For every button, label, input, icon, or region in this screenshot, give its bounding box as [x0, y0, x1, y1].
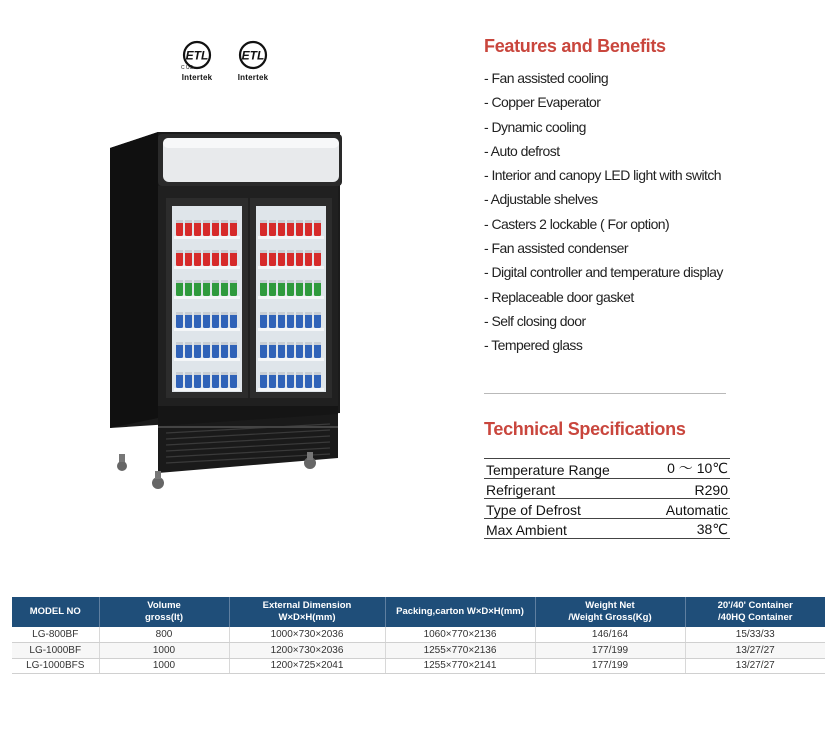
- etl-mark-icon: [234, 40, 272, 72]
- table-cell: 15/33/33: [685, 627, 825, 643]
- column-header-line: /40HQ Container: [718, 612, 793, 623]
- etl-mark-sub: C US: [181, 65, 193, 71]
- table-cell: 146/164: [535, 627, 685, 643]
- spec-value: 38℃: [696, 521, 728, 537]
- column-header-line: External Dimension: [262, 600, 352, 611]
- table-cell: 800: [99, 627, 229, 643]
- table-row: [12, 643, 825, 659]
- spec-value: Automatic: [665, 502, 728, 518]
- cert-label: Intertek: [181, 73, 213, 82]
- feature-item: - Fan assisted cooling: [484, 70, 609, 86]
- feature-item: - Tempered glass: [484, 337, 583, 354]
- fridge-image: [100, 128, 350, 493]
- spec-label: Type of Defrost: [486, 502, 581, 518]
- table-row: [12, 658, 825, 674]
- certification-logos: [176, 40, 274, 82]
- table-cell: 1255×770×2141: [385, 658, 535, 674]
- table-cell: LG-1000BF: [12, 643, 99, 659]
- column-header-line: Volume: [147, 600, 181, 611]
- table-cell: 13/27/27: [685, 643, 825, 659]
- spec-row: [484, 499, 730, 519]
- table-cell: 1000: [99, 658, 229, 674]
- column-header-line: Weight Net: [585, 600, 635, 611]
- column-header-line: /Weight Gross(Kg): [568, 612, 652, 623]
- table-cell: 1060×770×2136: [385, 627, 535, 643]
- table-cell: 1200×730×2036: [229, 643, 385, 659]
- column-header-line: MODEL NO: [29, 606, 81, 617]
- table-cell: 177/199: [535, 643, 685, 659]
- column-header-line: gross(lt): [145, 612, 183, 623]
- spec-row: [484, 519, 730, 539]
- spec-row: [484, 459, 730, 479]
- column-header: [229, 597, 385, 627]
- column-header-line: Packing,carton W×D×H(mm): [396, 606, 524, 617]
- table-cell: 1000: [99, 643, 229, 659]
- spec-row: [484, 479, 730, 499]
- section-divider: [484, 393, 726, 394]
- table-cell: 1255×770×2136: [385, 643, 535, 659]
- spec-value: R290: [694, 482, 728, 498]
- table-body: [12, 627, 825, 674]
- feature-item: - Replaceable door gasket: [484, 288, 634, 305]
- column-header: [685, 597, 825, 627]
- feature-item: - Casters 2 lockable ( For option): [484, 215, 670, 232]
- etl-mark-text: ETL: [241, 48, 265, 63]
- feature-list: [484, 66, 744, 358]
- etl-mark-icon: [178, 40, 216, 72]
- table-cell: 177/199: [535, 658, 685, 674]
- feature-item: - Adjustable shelves: [484, 191, 598, 208]
- table-header-row: [12, 597, 825, 627]
- table-cell: LG-800BF: [12, 627, 99, 643]
- model-table: [12, 597, 825, 674]
- table-cell: 1000×730×2036: [229, 627, 385, 643]
- table-cell: 1200×725×2041: [229, 658, 385, 674]
- column-header-line: W×D×H(mm): [278, 612, 336, 623]
- column-header: [99, 597, 229, 627]
- etl-mark-text: ETL: [185, 48, 209, 63]
- feature-item: - Interior and canopy LED light with switch: [484, 167, 722, 184]
- table-cell: LG-1000BFS: [12, 658, 99, 674]
- spec-label: Refrigerant: [486, 482, 556, 498]
- features-section: [484, 36, 744, 358]
- column-header: [385, 597, 535, 627]
- feature-item: - Dynamic cooling: [484, 118, 586, 135]
- feature-item: - Self closing door: [484, 312, 586, 329]
- column-header-line: 20'/40' Container: [717, 600, 793, 611]
- specs-title: Technical Specifications: [484, 419, 686, 439]
- feature-item: - Digital controller and temperature display: [484, 264, 723, 281]
- table-cell: 13/27/27: [685, 658, 825, 674]
- feature-item: - Fan assisted condenser: [484, 240, 628, 257]
- features-title: Features and Benefits: [484, 36, 666, 56]
- column-header: [12, 597, 99, 627]
- table-row: [12, 627, 825, 643]
- column-header: [535, 597, 685, 627]
- specs-table: [484, 458, 730, 539]
- cert-label: Intertek: [237, 73, 269, 82]
- etl-logo: [232, 40, 274, 82]
- spec-value: 0 ～ 10℃: [667, 460, 728, 476]
- spec-label: Temperature Range: [486, 462, 610, 478]
- etl-logo-c-us: [176, 40, 218, 82]
- spec-label: Max Ambient: [486, 522, 567, 538]
- feature-item: - Copper Evaperator: [484, 94, 601, 111]
- feature-item: - Auto defrost: [484, 142, 560, 159]
